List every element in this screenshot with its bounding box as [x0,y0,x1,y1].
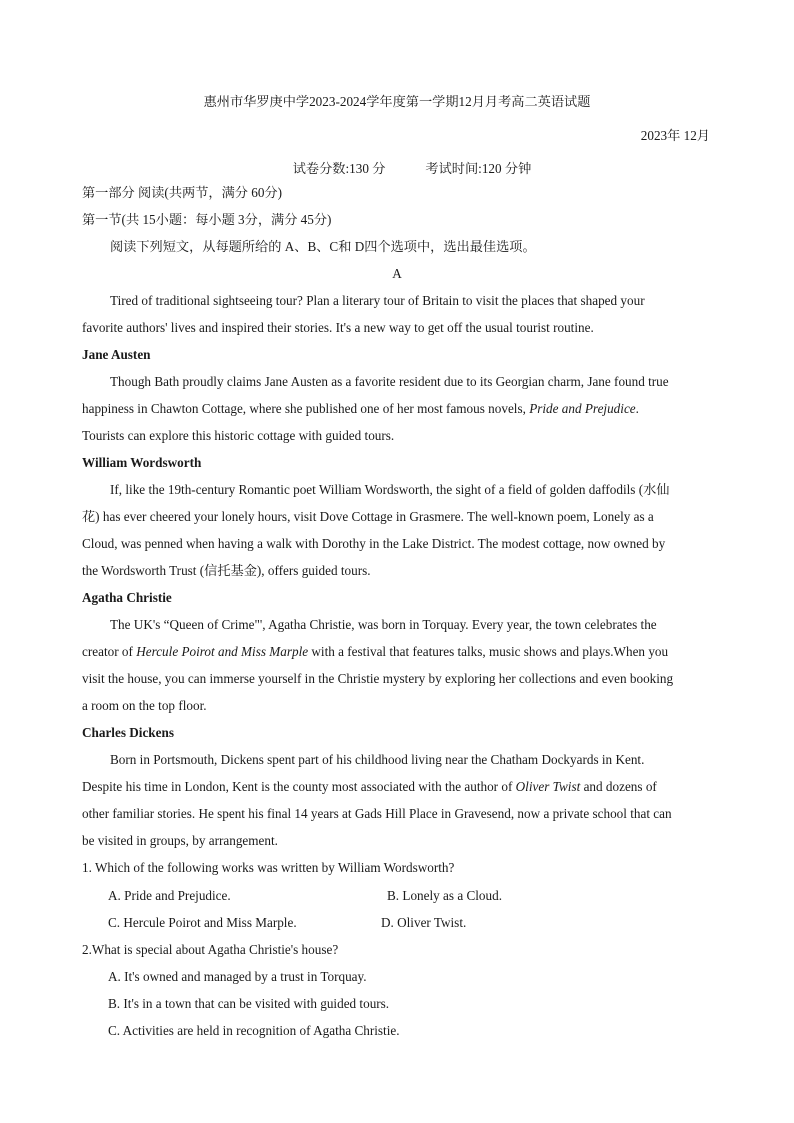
wordsworth-heading: William Wordsworth [82,455,202,470]
austen-book-title: Pride and Prejudice [529,401,636,416]
dickens-line: other familiar stories. He spent his final 14 years at Gads Hill Place in Gravesend, now a private school that can [82,806,672,821]
austen-text: . [635,401,639,416]
question-stem: 1. Which of the following works was written by William Wordsworth? [82,860,455,875]
question-option: C. Activities are held in recognition of Agatha Christie. [108,1023,400,1038]
dickens-heading: Charles Dickens [82,725,174,740]
austen-heading: Jane Austen [82,347,151,362]
wordsworth-line: the Wordsworth Trust (信托基金), offers guided tours. [82,563,371,578]
passage-label: A [392,266,402,281]
question-stem: 2.What is special about Agatha Christie's house? [82,942,339,957]
exam-time: 考试时间:120 分钟 [425,161,532,176]
section-heading: 第一节(共 15小题：每小题 3分，满分 45分) [82,212,332,227]
austen-line: Though Bath proudly claims Jane Austen as a favorite resident due to its Georgian charm, Jane found true [110,374,669,389]
question-option: B. It's in a town that can be visited with guided tours. [108,996,390,1011]
exam-score: 试卷分数:130 分 [292,161,386,176]
dickens-text: and dozens of [580,779,657,794]
question-option: D. Oliver Twist. [381,915,467,930]
austen-line: Tourists can explore this historic cottage with guided tours. [82,428,395,443]
christie-text: creator of [82,644,137,659]
question-option: B. Lonely as a Cloud. [387,888,503,903]
question-option: A. Pride and Prejudice. [108,888,231,903]
question-option: A. It's owned and managed by a trust in Torquay. [108,969,367,984]
dickens-line: be visited in groups, by arrangement. [82,833,278,848]
question-option: C. Hercule Poirot and Miss Marple. [108,915,297,930]
instructions: 阅读下列短文，从每题所给的 A、B、C和 D四个选项中，选出最佳选项。 [110,239,536,254]
dickens-text: Despite his time in London, Kent is the county most associated with the author of [82,779,516,794]
christie-line: visit the house, you can immerse yourself in the Christie mystery by exploring her collections and even booking [82,671,674,686]
christie-line [82,638,710,665]
wordsworth-line: 花) has ever cheered your lonely hours, visit Dove Cottage in Grasmere. The well-known poem, Lonely as a [82,509,654,524]
exam-info [30,155,794,182]
wordsworth-line: If, like the 19th-century Romantic poet William Wordsworth, the sight of a field of golden daffodils (水仙 [110,482,670,497]
austen-line [82,395,710,422]
dickens-line: Born in Portsmouth, Dickens spent part of his childhood living near the Chatham Dockyards in Kent. [110,752,645,767]
austen-text: happiness in Chawton Cottage, where she published one of her most famous novels, [82,401,530,416]
christie-line: a room on the top floor. [82,698,207,713]
intro-line: Tired of traditional sightseeing tour? Plan a literary tour of Britain to visit the places that shaped your [110,293,645,308]
part-heading: 第一部分 阅读(共两节，满分 60分) [82,185,283,200]
dickens-book-title: Oliver Twist [515,779,581,794]
christie-line: The UK's “Queen of Crime"', Agatha Christie, was born in Torquay. Every year, the town celebrates the [110,617,657,632]
exam-date: 2023年 12月 [640,128,710,143]
dickens-line [82,773,710,800]
christie-characters: Hercule Poirot and Miss Marple [136,644,309,659]
wordsworth-line: Cloud, was penned when having a walk with Dorothy in the Lake District. The modest cottage, now owned by [82,536,666,551]
christie-heading: Agatha Christie [82,590,172,605]
page-title: 惠州市华罗庚中学2023-2024学年度第一学期12月月考高二英语试题 [203,94,591,109]
christie-text: with a festival that features talks, music shows and plays.When you [308,644,669,659]
intro-line: favorite authors' lives and inspired their stories. It's a new way to get off the usual tourist routine. [82,320,594,335]
